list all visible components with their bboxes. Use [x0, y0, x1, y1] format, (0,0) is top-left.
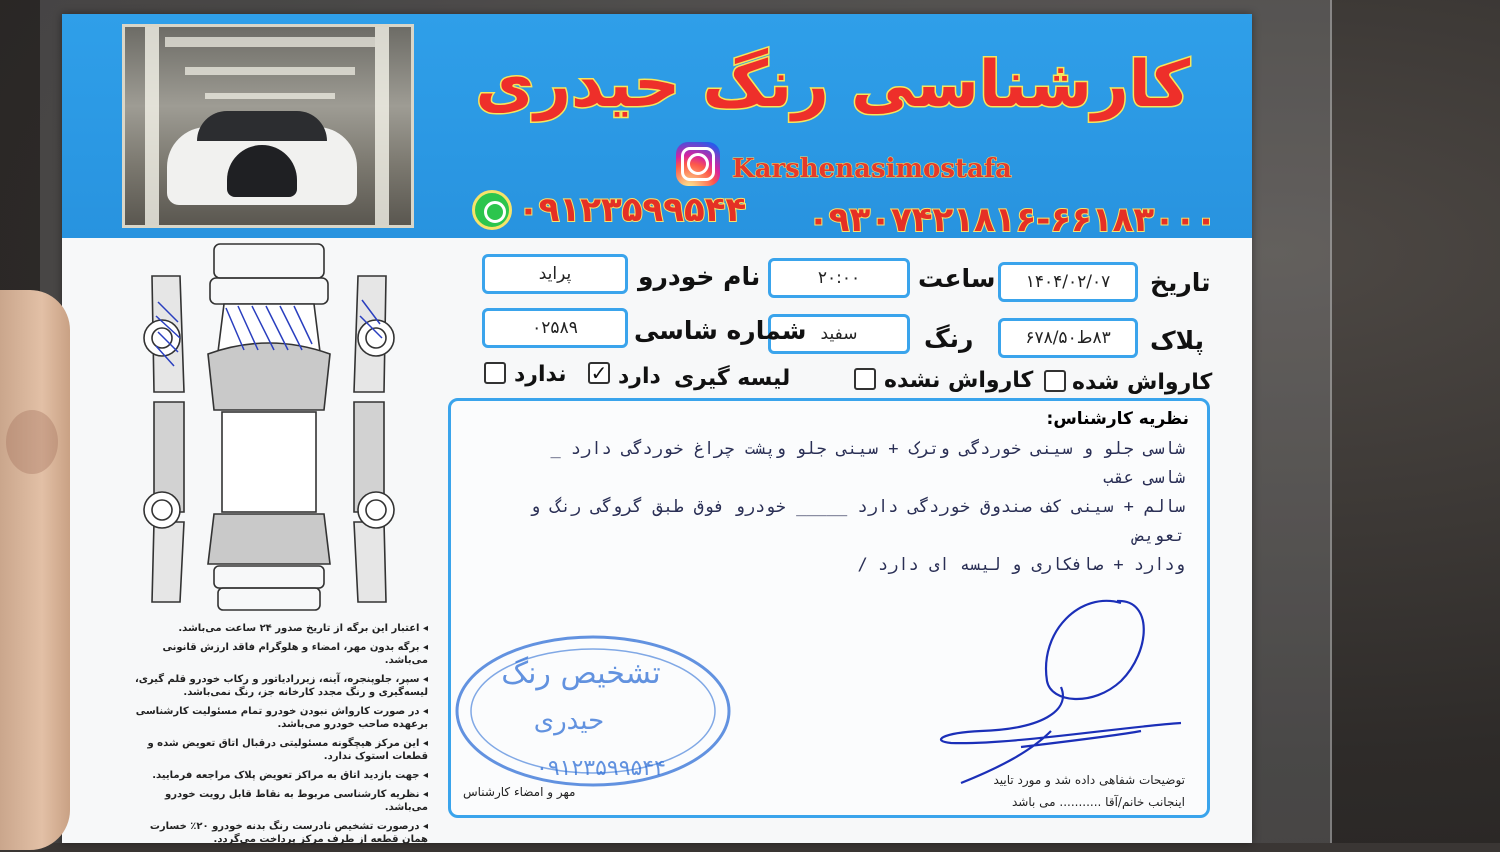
chassis-field[interactable]: ۰۲۵۸۹: [482, 308, 628, 348]
date-field[interactable]: ۱۴۰۴/۰۲/۰۷: [998, 262, 1138, 302]
terms-list: [122, 622, 428, 852]
time-field[interactable]: ۲۰:۰۰: [768, 258, 910, 298]
terms-item: ◂ نظریه کارشناسی مربوط به نقاط قابل رویت خودرو می‌باشد.: [122, 788, 428, 814]
terms-item: ◂ جهت بازدید اتاق به مراکز تعویض پلاک مراجعه فرمایید.: [122, 769, 428, 782]
polish-has-label: دارد: [618, 364, 661, 389]
terms-item: ◂ سپر، جلوپنجره، آینه، زیررادیاتور و رکاب خودرو قلم گیری، لیسه‌گیری و رنگ مجدد کارخانه جز، رنگ نمی‌باشد.: [122, 673, 428, 699]
car-name-label: نام خودرو: [638, 262, 761, 291]
plate-label: پلاک: [1150, 326, 1204, 355]
date-label: تاریخ: [1150, 268, 1211, 297]
not-washed-checkbox[interactable]: [854, 368, 876, 390]
terms-item: ◂ این مرکز هیچگونه مسئولیتی درقبال اتاق تعویض شده و قطعات استوک ندارد.: [122, 737, 428, 763]
remarks-text: [515, 435, 1185, 580]
color-label: رنگ: [924, 324, 974, 353]
polish-has-not-label: ندارد: [514, 362, 567, 387]
inspection-card: [62, 14, 1252, 843]
signature: [921, 591, 1211, 801]
remarks-line-3: ودارد + صافکاری و لیسه ای دارد /: [857, 555, 1185, 575]
chassis-label: شماره شاسی: [634, 316, 807, 345]
remarks-title: نظریه کارشناس:: [1046, 409, 1189, 429]
phone-mobile: ۰۹۱۲۳۵۹۹۵۴۴: [518, 190, 747, 230]
washed-checkbox[interactable]: [1044, 370, 1066, 392]
card-header: [62, 14, 1252, 238]
color-field[interactable]: سفید: [768, 314, 910, 354]
not-washed-label: کارواش نشده: [884, 368, 1034, 393]
thumb: [0, 290, 70, 850]
terms-item: ◂ در صورت کارواش نبودن خودرو تمام مسئولیت کارشناسی برعهده صاحب خودرو می‌باشد.: [122, 705, 428, 731]
polish-has-checkbox[interactable]: ✓: [588, 362, 610, 384]
remarks-line-2: سالم + سینی کف صندوق خوردگی دارد _____ خودرو فوق طبق گروگی رنگ و تعویض: [529, 497, 1185, 546]
terms-item: ◂ برگه بدون مهر، امضاء و هلوگرام فاقد ارزش قانونی می‌باشد.: [122, 641, 428, 667]
plate-field[interactable]: ۸۳ط۶۷۸/۵۰: [998, 318, 1138, 358]
stamp-phone: ۰۹۱۲۳۵۹۹۵۴۴: [536, 756, 666, 781]
expert-remarks-box: [448, 398, 1210, 818]
time-label: ساعت: [918, 264, 996, 293]
stamp-label: مهر و امضاء کارشناس: [463, 785, 576, 799]
terms-item: ◂ اعتبار این برگه از تاریخ صدور ۲۴ ساعت می‌باشد.: [122, 622, 428, 635]
terms-item: ◂ درصورت تشخیص نادرست رنگ بدنه خودرو ۲۰٪ خسارت همان قطعه از طرف مرکز پرداخت می‌گردد.: [122, 820, 428, 846]
polish-label: لیسه گیری: [674, 366, 791, 391]
whatsapp-icon: [472, 190, 512, 230]
car-icon: [167, 127, 357, 205]
confirm-note: توضیحات شفاهی داده شد و مورد تایید: [993, 773, 1185, 787]
car-body-diagram: [134, 242, 404, 614]
stamp-text-1: تشخیص رنگ: [501, 656, 661, 691]
polish-has-not-checkbox[interactable]: [484, 362, 506, 384]
instagram-handle: Karshenasimostafa: [732, 154, 1012, 184]
washed-label: کارواش شده: [1072, 370, 1213, 395]
page-title: کارشناسی رنگ حیدری: [475, 48, 1190, 122]
stamp-text-2: حیدری: [533, 706, 605, 736]
signer-note: اینجانب خانم/آقا ........... می باشد: [1012, 795, 1185, 809]
car-name-field[interactable]: پراید: [482, 254, 628, 294]
remarks-line-1: شاسی جلو و سینی خوردگی وترک + سینی جلو وپشت چراغ خوردگی دارد _ شاسی عقب: [550, 439, 1185, 488]
instagram-icon: [676, 142, 720, 186]
stamp: [451, 625, 751, 795]
car-photo: [122, 24, 414, 228]
phone-other: ۰۹۳۰۷۴۲۱۸۱۶-۶۶۱۸۳۰۰۰: [808, 200, 1217, 240]
